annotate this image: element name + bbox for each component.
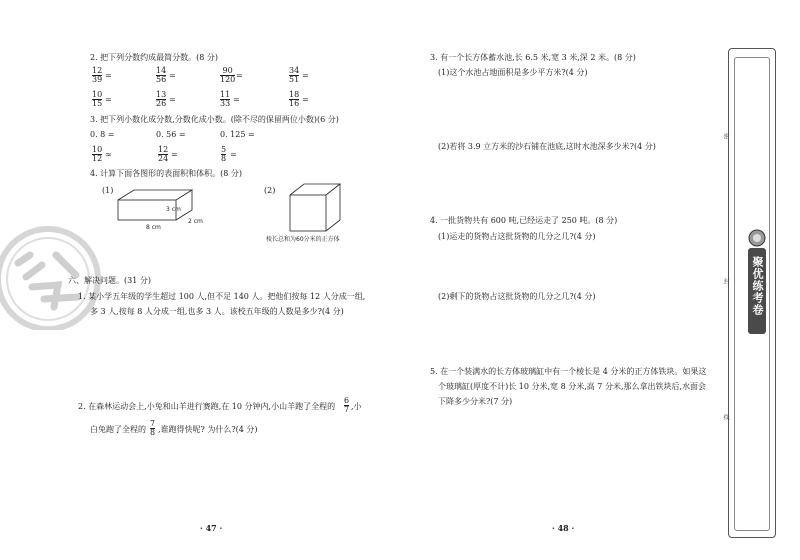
fraction: $\frac{90}{120}$ <box>220 66 236 84</box>
fraction: $\frac{12}{24}$ <box>158 145 169 163</box>
fraction: $\frac{18}{16}$ <box>289 90 300 108</box>
cube-caption: 棱长总和为60分米的正方体 <box>266 236 340 243</box>
figure-2-label: (2) <box>264 186 276 195</box>
banner-text: 聚优练考卷 <box>751 256 764 316</box>
r-q4-sub2: (2)剩下的货物占这批货物的几分之几?(4 分) <box>438 292 596 301</box>
q4-title: 4. 计算下面各图形的表面积和体积。(8 分) <box>90 169 243 178</box>
fraction: $\frac{11}{33}$ <box>220 90 231 108</box>
fraction: $\frac{10}{12}$ <box>92 145 103 163</box>
page-number: · 47 · <box>200 523 223 533</box>
equals-sign: = <box>302 95 309 104</box>
s6-q2-line2-start: 白兔跑了全程的 <box>90 425 146 434</box>
r-q5-line3: 下降多少分米?(7 分) <box>438 397 513 406</box>
s6-q1-line2: 多 3 人,按每 8 人分成一组,也多 3 人。该校五年级的人数是多少?(4 分) <box>90 307 344 316</box>
section-6-title: 六、解决问题。(31 分) <box>68 276 151 285</box>
equals-sign: = <box>105 71 112 80</box>
r-q5-line2: 个玻璃缸(厚度不计)长 10 分米,宽 8 分米,高 7 分米,那么拿出铁块后,水面会 <box>438 382 707 391</box>
equals-sign: = <box>169 71 176 80</box>
decimal-item: 0. 8 = <box>90 130 115 139</box>
seal-mark: 密 <box>722 133 729 139</box>
page-number: · 48 · <box>552 523 575 533</box>
s6-q2-line2-end: ,谁跑得快呢? 为什么?(4 分) <box>158 425 258 434</box>
fraction: $\frac{12}{39}$ <box>92 66 103 84</box>
equals-sign: = <box>169 95 176 104</box>
equals-sign: = <box>302 71 309 80</box>
fraction: $\frac{14}{56}$ <box>156 66 167 84</box>
r-q5-line1: 5. 在一个装满水的长方体玻璃缸中有一个棱长是 4 分米的正方体铁块。如果这 <box>430 367 707 376</box>
r-q3-sub1: (1)这个水池占地面积是多少平方米?(4 分) <box>438 68 588 77</box>
equals-sign: = <box>233 95 240 104</box>
fraction: $\frac{5}{8}$ <box>221 145 227 163</box>
r-q4-sub1: (1)运走的货物占这批货物的几分之几?(4 分) <box>438 232 596 241</box>
s6-q2-line1-end: ,小 <box>351 402 362 411</box>
fraction: $\frac{34}{51}$ <box>289 66 300 84</box>
length-label: 8 cm <box>146 224 161 231</box>
q3-title: 3. 把下列小数化成分数,分数化成小数。(除不尽的保留两位小数)(6 分) <box>90 115 339 124</box>
seal-mark: 线 <box>722 414 729 420</box>
r-q3-sub2: (2)若将 3.9 立方米的沙石铺在池底,这时水池深多少米?(4 分) <box>438 142 656 151</box>
fraction: $\frac{13}{26}$ <box>156 90 167 108</box>
equals-sign: = <box>105 95 112 104</box>
cube-figure <box>286 181 346 235</box>
fraction: $\frac{6}{7}$ <box>344 396 350 414</box>
s6-q1-line1: 1. 某小学五年级的学生超过 100 人,但不足 140 人。把他们按每 12 人分成一组, <box>78 292 366 301</box>
r-q4-title: 4. 一批货物共有 600 吨,已经运走了 250 吨。(8 分) <box>430 216 618 225</box>
r-q3-title: 3. 有一个长方体蓄水池,长 6.5 米,宽 3 米,深 2 米。(8 分) <box>430 53 636 62</box>
fraction: $\frac{7}{8}$ <box>150 419 156 437</box>
height-label: 3 cm <box>166 206 181 213</box>
q2-title: 2. 把下列分数约成最简分数。(8 分) <box>90 53 219 62</box>
equals-sign: = <box>230 150 237 159</box>
decimal-item: 0. 56 = <box>156 130 186 139</box>
seal-mark: 封 <box>722 278 729 284</box>
fraction: $\frac{10}{15}$ <box>92 90 103 108</box>
approx-sign: ≈ <box>105 150 112 159</box>
s6-q2-line1: 2. 在森林运动会上,小兔和山羊进行赛跑,在 10 分钟内,小山羊跑了全程的 <box>78 402 336 411</box>
decimal-item: 0. 125 = <box>220 130 255 139</box>
equals-sign: = <box>171 150 178 159</box>
figure-1-label: (1) <box>102 186 114 195</box>
width-label: 2 cm <box>188 218 203 225</box>
equals-sign: = <box>236 71 243 80</box>
